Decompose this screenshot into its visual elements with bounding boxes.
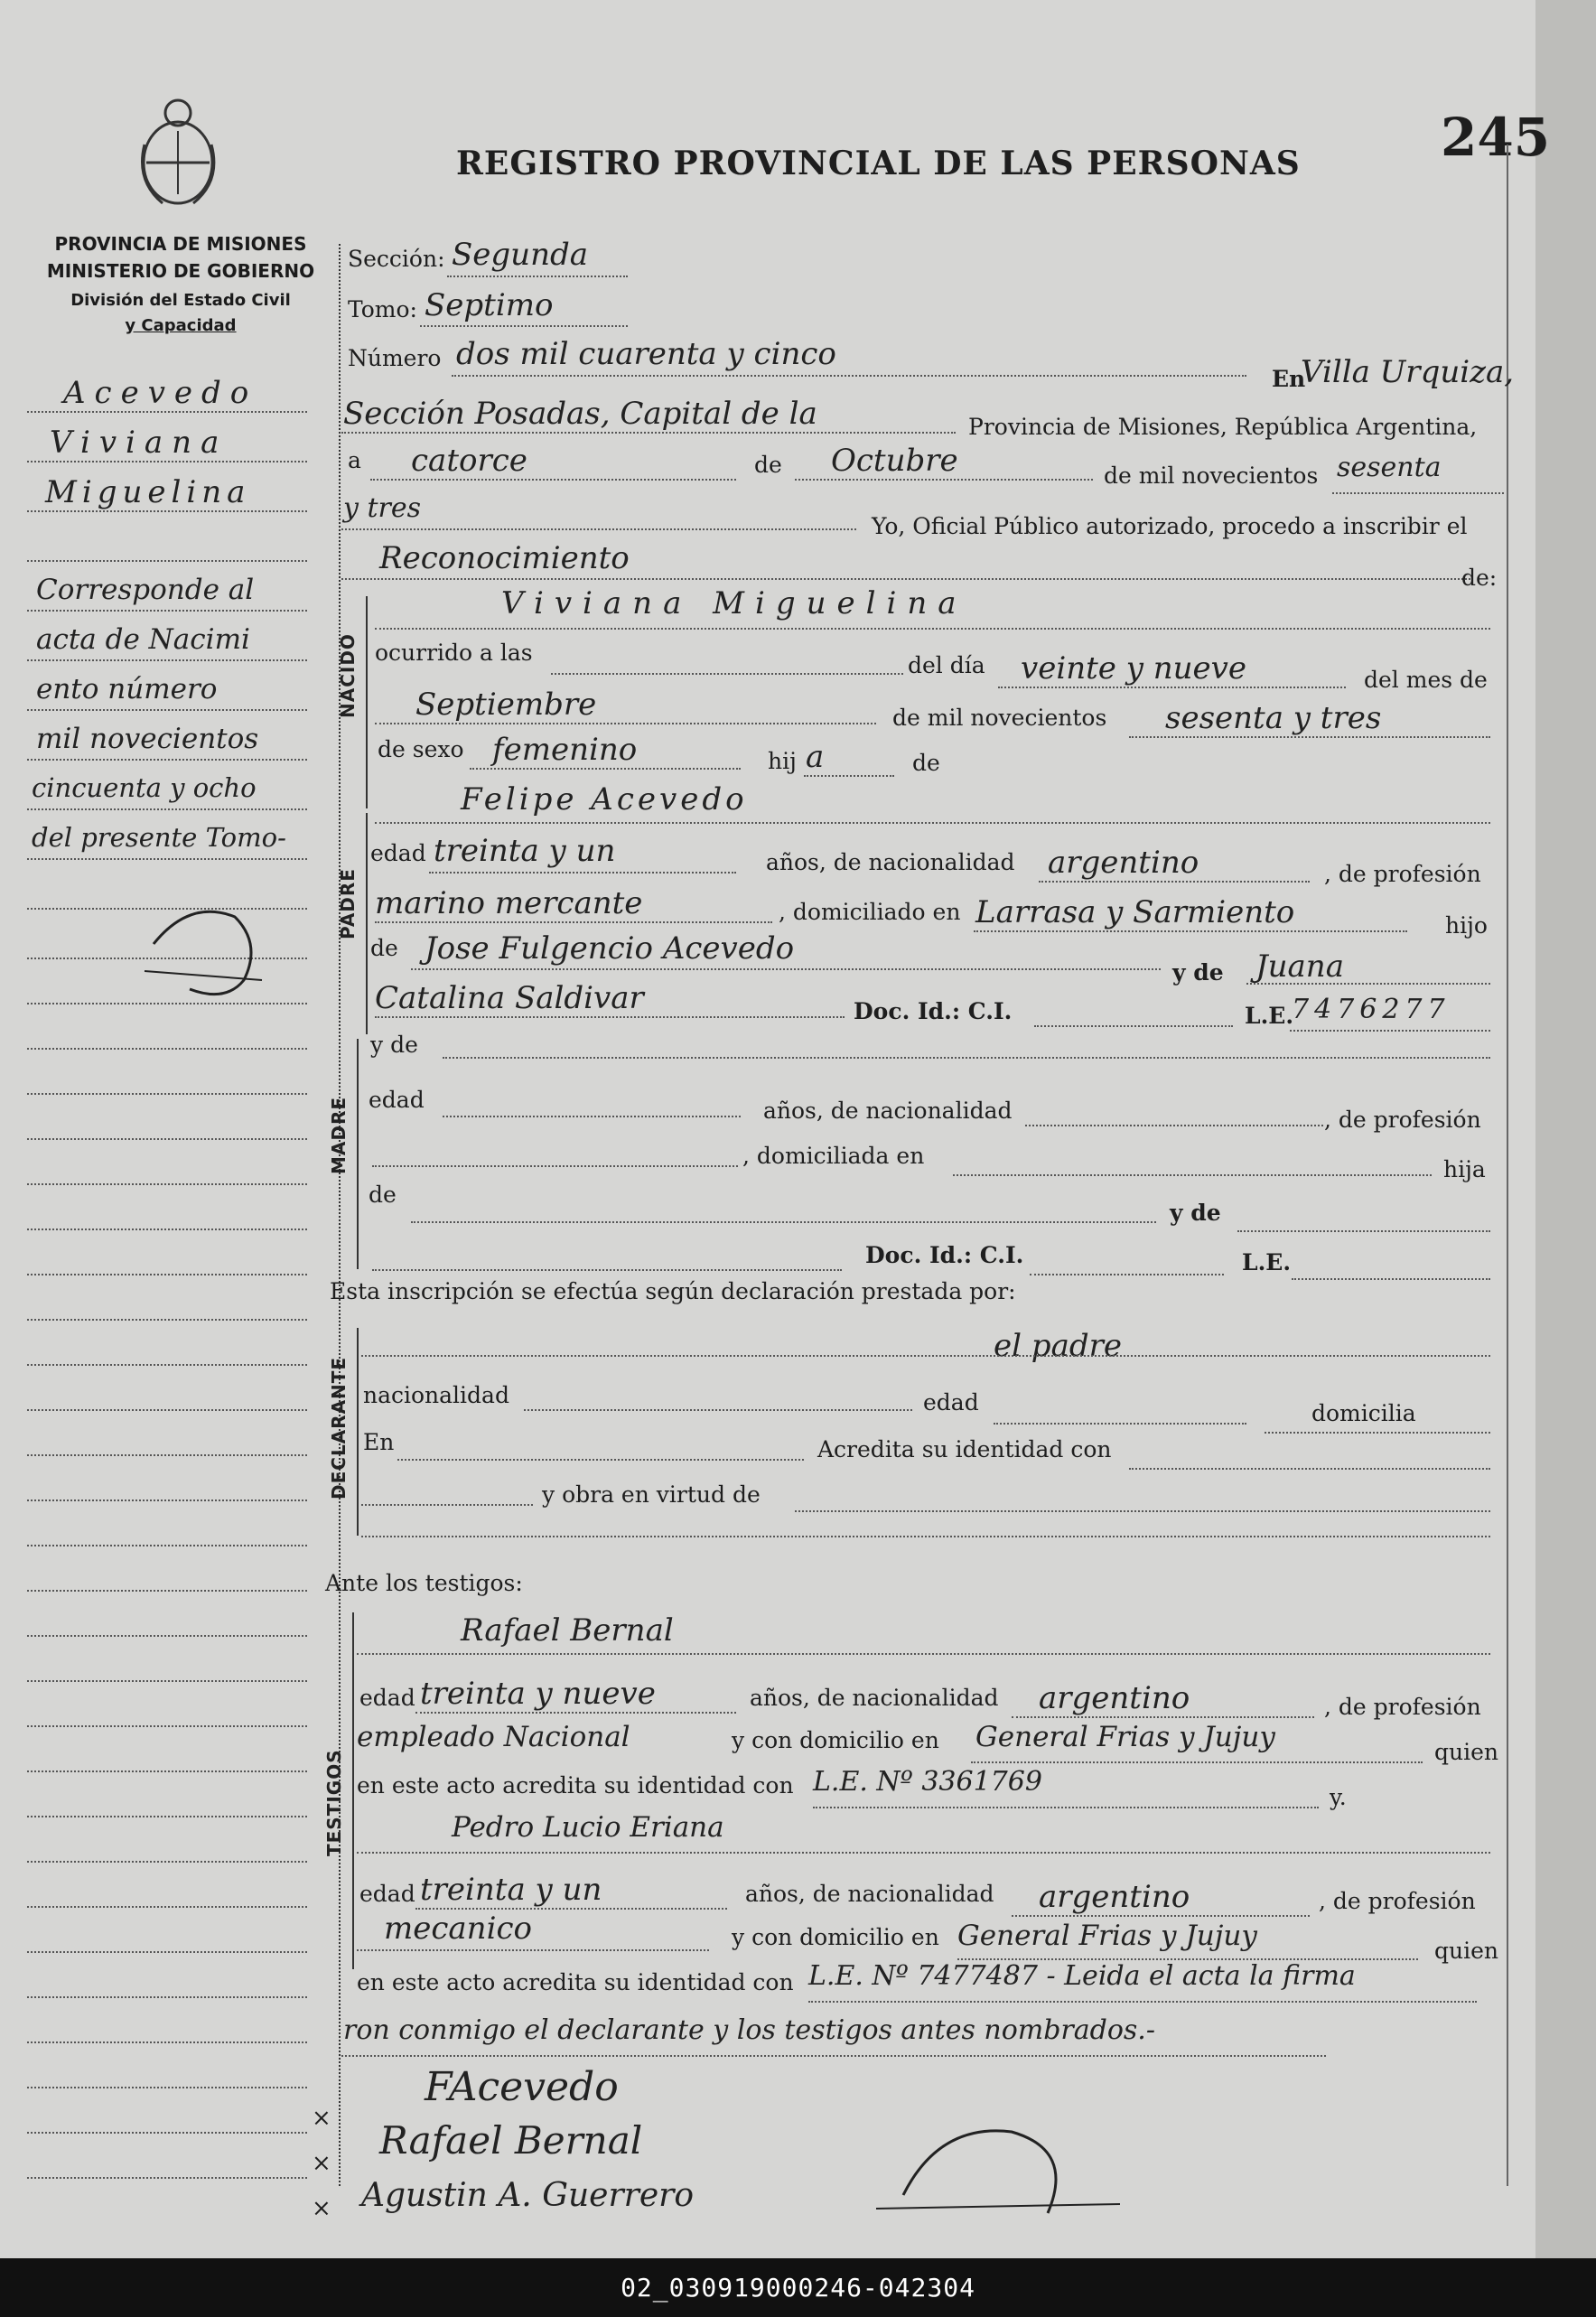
testigo1-en-este-acto-label: en este acto acredita su identidad con xyxy=(357,1772,794,1798)
padre-de-label: de xyxy=(370,935,398,961)
padre-madre-value: Juana xyxy=(1255,948,1344,985)
padre-nacionalidad-value: argentino xyxy=(1048,845,1199,881)
form-right-rule xyxy=(1507,145,1508,2186)
testigo1-nombre-value: Rafael Bernal xyxy=(461,1612,674,1649)
coat-of-arms-icon xyxy=(135,90,221,217)
de2-label: de xyxy=(912,750,940,776)
form-left-rule xyxy=(339,244,341,2186)
testigo2-domicilio-value: General Frias y Jujuy xyxy=(957,1920,1257,1952)
madre-de-label: de xyxy=(369,1182,397,1208)
madre-label: MADRE xyxy=(328,1096,350,1174)
padre-hijo-label: hijo xyxy=(1445,912,1488,939)
provincia-label: Provincia de Misiones, República Argentina, xyxy=(968,414,1478,440)
testigo2-edad-value: treinta y un xyxy=(420,1872,602,1908)
cierre-value: ron conmigo el declarante y los testigos antes nombrados.- xyxy=(343,2014,1155,2046)
ante-testigos-label: Ante los testigos: xyxy=(325,1570,523,1596)
declarante-bracket xyxy=(357,1328,359,1536)
margin-note-line: cincuenta y ocho xyxy=(32,772,257,803)
padre-padre-value: Jose Fulgencio Acevedo xyxy=(425,930,795,967)
de-colon-label: de: xyxy=(1461,565,1498,591)
anio-value: sesenta xyxy=(1337,452,1442,483)
testigo1-profesion-label: , de profesión xyxy=(1324,1694,1481,1720)
nacido-bracket xyxy=(366,596,368,808)
madre-y-de-label: y de xyxy=(370,1032,418,1058)
a-label: a xyxy=(348,447,361,473)
del-dia-label: del día xyxy=(908,652,985,678)
hijo-suffix-value: a xyxy=(806,739,825,775)
dia-nac-value: veinte y nueve xyxy=(1021,650,1246,687)
declarante-domicilia-label: domicilia xyxy=(1311,1400,1416,1426)
folio-number: 245 xyxy=(1441,107,1551,168)
declarante-value: el padre xyxy=(994,1328,1122,1364)
page-edge xyxy=(1535,0,1596,2258)
testigo1-domicilio-value: General Frias y Jujuy xyxy=(975,1721,1275,1753)
padre-profesion-value: marino mercante xyxy=(375,885,643,921)
padre-label: PADRE xyxy=(337,868,359,939)
de-mil2-label: de mil novecientos xyxy=(892,705,1107,731)
testigo1-y-label: y. xyxy=(1330,1784,1347,1810)
de-sexo-label: de sexo xyxy=(378,736,464,762)
margin-note-line: Miguelina xyxy=(45,474,251,510)
ocurrido-label: ocurrido a las xyxy=(375,640,533,666)
declarante-edad-label: edad xyxy=(923,1389,979,1415)
document-title: REGISTRO PROVINCIAL DE LAS PERSONAS xyxy=(456,145,1301,182)
esta-inscripcion-label: Esta inscripción se efectúa según declaración prestada por: xyxy=(330,1278,1016,1304)
testigo1-quien-label: quien xyxy=(1434,1739,1498,1765)
padre-edad-value: treinta y un xyxy=(434,833,616,869)
padre-anios-label: años, de nacionalidad xyxy=(766,849,1015,875)
padre-edad-label: edad xyxy=(370,840,426,866)
margin-note-line: ento número xyxy=(36,673,218,705)
dia-value: catorce xyxy=(411,443,527,479)
padre-bracket xyxy=(366,813,368,1034)
lugar2-value: Sección Posadas, Capital de la xyxy=(343,396,817,432)
seccion-value: Segunda xyxy=(452,237,589,273)
testigo1-doc-value: L.E. Nº 3361769 xyxy=(813,1766,1042,1798)
madre-hija-label: hija xyxy=(1443,1156,1486,1182)
madre-profesion-label: , de profesión xyxy=(1324,1107,1481,1133)
acto-value: Reconocimiento xyxy=(379,540,630,576)
sexo-value: femenino xyxy=(492,732,638,768)
margin-note-line: del presente Tomo- xyxy=(32,822,286,853)
padre-profesion-label: , de profesión xyxy=(1324,861,1481,887)
testigo2-profesion-label: , de profesión xyxy=(1319,1888,1476,1914)
testigo1-domicilio-label: y con domicilio en xyxy=(732,1727,939,1753)
declarante-nacionalidad-label: nacionalidad xyxy=(363,1382,509,1408)
testigo1-edad-label: edad xyxy=(359,1685,415,1711)
testigo2-doc-value: L.E. Nº 7477487 - Leida el acta la firma xyxy=(808,1960,1356,1992)
testigo2-profesion-value: mecanico xyxy=(384,1911,532,1947)
testigo1-anios-label: años, de nacionalidad xyxy=(750,1685,999,1711)
signature-mark-icon: × xyxy=(312,2105,331,2132)
padre-domicilio-value: Larrasa y Sarmiento xyxy=(975,894,1295,930)
issuer-line-1: PROVINCIA DE MISIONES xyxy=(54,233,307,255)
testigos-label: TESTIGOS xyxy=(323,1749,345,1856)
nombre-value: Viviana Miguelina xyxy=(501,585,967,621)
scan-footer: 02_030919000246-042304 xyxy=(0,2258,1596,2317)
hijo-label: hij xyxy=(768,748,797,774)
declarante-en-label: En xyxy=(363,1429,395,1455)
testigo2-nacionalidad-value: argentino xyxy=(1039,1879,1190,1915)
testigo1-profesion-value: empleado Nacional xyxy=(357,1721,630,1753)
testigo2-anios-label: años, de nacionalidad xyxy=(745,1881,994,1907)
signature-mark-icon: × xyxy=(312,2150,331,2177)
padre-madre2-value: Catalina Saldivar xyxy=(375,980,644,1016)
testigo2-quien-label: quien xyxy=(1434,1938,1498,1964)
declarante-label: DECLARANTE xyxy=(328,1356,350,1500)
margin-note-line: Viviana xyxy=(50,425,229,461)
testigo1-nacionalidad-value: argentino xyxy=(1039,1680,1190,1716)
testigo2-edad-label: edad xyxy=(359,1881,415,1907)
anio2-value: y tres xyxy=(343,492,422,524)
de-mil-label: de mil novecientos xyxy=(1104,462,1319,489)
declarante-acredita-label: Acredita su identidad con xyxy=(817,1436,1112,1462)
anio-nac-value: sesenta y tres xyxy=(1165,700,1382,736)
madre-le-label: L.E. xyxy=(1242,1249,1292,1275)
margin-signature-icon xyxy=(135,890,271,1007)
testigo2-domicilio-label: y con domicilio en xyxy=(732,1924,939,1950)
numero-value: dos mil cuarenta y cinco xyxy=(456,336,836,372)
signature-mark-icon: × xyxy=(312,2195,331,2222)
seccion-label: Sección: xyxy=(348,246,445,272)
margin-note-line: mil novecientos xyxy=(36,723,259,755)
madre-bracket xyxy=(357,1039,359,1269)
tomo-label: Tomo: xyxy=(348,296,417,322)
nacido-label: NACIDO xyxy=(337,633,359,718)
padre-le-label: L.E. xyxy=(1245,1003,1294,1029)
madre-domiciliada-label: , domiciliada en xyxy=(742,1143,925,1169)
padre-doc-id-label: Doc. Id.: C.I. xyxy=(854,998,1013,1024)
margin-note-line: Acevedo xyxy=(63,375,258,411)
margin-note-line: acta de Nacimi xyxy=(36,623,250,656)
official-signature-icon xyxy=(867,2096,1138,2231)
del-mes-label: del mes de xyxy=(1364,667,1488,693)
testigo2-en-este-acto-label: en este acto acredita su identidad con xyxy=(357,1969,794,1995)
signature: FAcevedo xyxy=(425,2064,619,2110)
padre-domiciliado-label: , domiciliado en xyxy=(779,899,961,925)
testigos-bracket xyxy=(352,1612,354,1969)
de-label: de xyxy=(754,452,782,478)
signature: Agustin A. Guerrero xyxy=(361,2177,695,2214)
tomo-value: Septimo xyxy=(425,287,554,323)
en-label: En xyxy=(1272,366,1306,392)
madre-anios-label: años, de nacionalidad xyxy=(763,1098,1013,1124)
issuer-line-3: División del Estado Civil xyxy=(70,291,291,310)
issuer-line-4: y Capacidad xyxy=(125,316,237,335)
signature: Rafael Bernal xyxy=(379,2118,643,2163)
declarante-y-obra-label: y obra en virtud de xyxy=(542,1481,761,1508)
madre-doc-id-label: Doc. Id.: C.I. xyxy=(865,1242,1024,1268)
margin-note-line: Corresponde al xyxy=(36,574,255,606)
testigo1-edad-value: treinta y nueve xyxy=(420,1676,656,1712)
padre-nombre-value: Felipe Acevedo xyxy=(461,781,748,817)
padre-le-value: 7476277 xyxy=(1292,994,1451,1025)
numero-label: Número xyxy=(348,345,442,371)
padre-y-de-label: y de xyxy=(1172,959,1224,986)
mes-nac-value: Septiembre xyxy=(415,687,597,723)
madre-edad-label: edad xyxy=(369,1087,425,1113)
testigo2-nombre-value: Pedro Lucio Eriana xyxy=(452,1811,724,1844)
issuer-line-2: MINISTERIO DE GOBIERNO xyxy=(46,260,315,282)
madre-y-de2-label: y de xyxy=(1170,1200,1221,1226)
mes-value: Octubre xyxy=(831,443,958,479)
lugar-value: Villa Urquiza, xyxy=(1301,354,1515,390)
yo-label: Yo, Oficial Público autorizado, procedo a inscribir el xyxy=(872,513,1468,539)
